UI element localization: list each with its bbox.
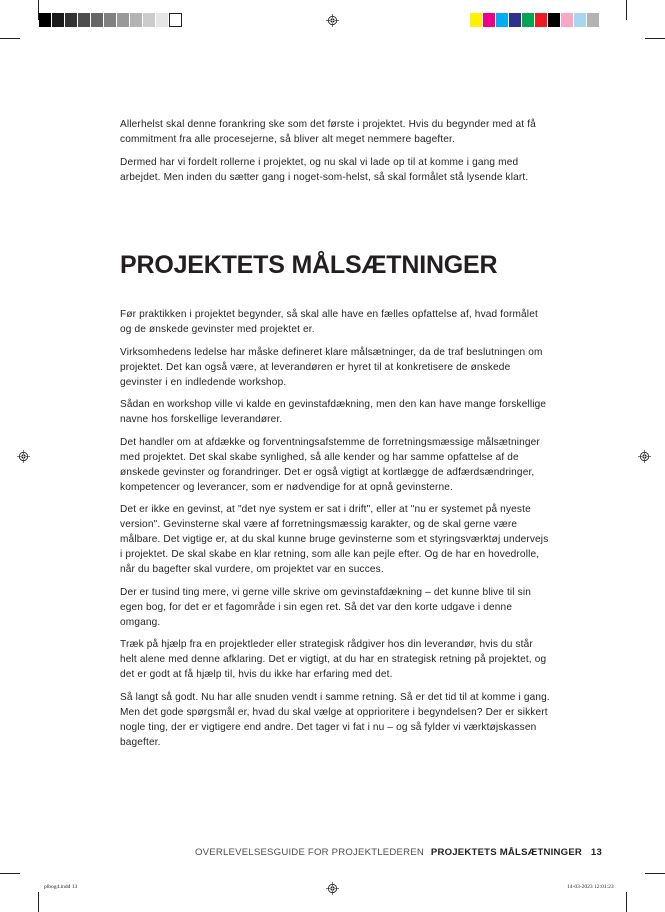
crop-mark — [645, 873, 665, 874]
slug-file-name: plbog4.indd 13 — [44, 884, 78, 890]
cmyk-color-bar — [470, 13, 600, 27]
color-swatch — [39, 13, 52, 27]
paragraph: Dermed har vi fordelt rollerne i projektet, og nu skal vi lade op til at komme i gang med arbejdet. Men inden du sætter gang i noget-som-helst, så skal formålet stå lysende klart. — [120, 156, 529, 183]
color-swatch — [522, 13, 535, 27]
color-swatch — [169, 13, 182, 27]
color-swatch — [574, 13, 587, 27]
section-heading: PROJEKTETS MÅLSÆTNINGER — [120, 251, 498, 279]
paragraph: Virksomhedens ledelse har måske defineret klare målsætninger, da de traf beslutningen om projektet. Det kan også være, at leverandøren er hyret til at konkretisere de ønskede gevinster i en indledende workshop. — [120, 346, 543, 388]
registration-mark-icon — [326, 14, 339, 27]
paragraph: Det handler om at afdække og forventningsafstemme de forretningsmæssige målsætninger med projektet. Det skal skabe synlighed, så alle kender og har samme opfattelse af de ønskede gevinster og forandringer. Det er også vigtigt at kortlægge de adfærdsændringer, kompetencer og leverancer, som er nødvendige for at opnå gevinsterne. — [120, 436, 540, 493]
paragraph: Træk på hjælp fra en projektleder eller strategisk rådgiver hos din leverandør, hvis du står helt alene med denne afklaring. Det er vigtigt, at du har en strategisk retning på projektet, og det er godt at få hjælp til, hvis du ikke har erfaring med det. — [120, 639, 547, 680]
crop-mark — [645, 38, 665, 39]
color-swatch — [104, 13, 117, 27]
registration-mark-icon — [17, 450, 30, 463]
book-title: OVERLEVELSESGUIDE FOR PROJEKTLEDEREN — [195, 847, 424, 858]
crop-mark — [38, 0, 39, 20]
color-swatch — [470, 13, 483, 27]
grayscale-color-bar — [39, 13, 182, 27]
color-swatch — [91, 13, 104, 27]
color-swatch — [548, 13, 561, 27]
paragraph: Allerhelst skal denne forankring ske som det første i projektet. Hvis du begynder med at få commitment fra alle procesejerne, så bliver alt meget nemmere bagefter. — [120, 119, 536, 145]
registration-mark-icon — [326, 882, 339, 895]
color-swatch — [130, 13, 143, 27]
crop-mark — [626, 892, 627, 912]
color-swatch — [561, 13, 574, 27]
color-swatch — [78, 13, 91, 27]
color-swatch — [117, 13, 130, 27]
paragraph: Det er ikke en gevinst, at "det nye system er sat i drift", eller at "nu er systemet på nyeste version". Gevinsterne skal være af forretningsmæssig karakter, og de skal gerne være målbare. Det vigtige er, at du skal kunne bruge gevinsterne som et styringsværktøj undervejs i projektet. De skal skabe en klar retning, som alle kan pejle efter. Og de har en hovedrolle, når du bagefter skal vurdere, om projektet var en succes. — [120, 504, 549, 575]
crop-mark — [0, 38, 20, 39]
intro-text — [120, 117, 550, 185]
color-swatch — [509, 13, 522, 27]
page-content — [120, 117, 550, 748]
crop-mark — [38, 892, 39, 912]
crop-mark — [0, 873, 20, 874]
paragraph: Der er tusind ting mere, vi gerne ville skrive om gevinstafdækning – det kunne blive til sin egen bog, for det er et fagområde i sin egen ret. Så det var den korte udgave i denne omgang. — [120, 586, 532, 628]
page-number: 13 — [590, 847, 602, 858]
crop-mark — [626, 0, 627, 20]
color-swatch — [587, 13, 600, 27]
paragraph: Før praktikken i projektet begynder, så skal alle have en fælles opfattelse af, hvad formålet og de ønskede gevinster med projektet er. — [120, 309, 538, 335]
footer-section-title: PROJEKTETS MÅLSÆTNINGER — [430, 847, 583, 858]
color-swatch — [496, 13, 509, 27]
registration-mark-icon — [638, 450, 651, 463]
color-swatch — [143, 13, 156, 27]
slug-timestamp: 14-03-2023 12:01:23 — [567, 884, 614, 890]
paragraph: Sådan en workshop ville vi kalde en gevinstafdækning, men den kan have mange forskellige navne hos forskellige leverandører. — [120, 399, 547, 425]
color-swatch — [65, 13, 78, 27]
color-swatch — [52, 13, 65, 27]
color-swatch — [483, 13, 496, 27]
color-swatch — [535, 13, 548, 27]
paragraph: Så langt så godt. Nu har alle snuden vendt i samme retning. Så er det tid til at komme i gang. Men det gode spørgsmål er, hvad du skal vælge at opprioritere i begyndelsen? Der er sikkert nogle ting, der er vigtigere end andre. Det tager vi fat i nu – og så fylder vi værktøjskassen bagefter. — [120, 691, 550, 748]
section-body — [120, 307, 550, 757]
running-footer — [195, 847, 602, 858]
color-swatch — [156, 13, 169, 27]
